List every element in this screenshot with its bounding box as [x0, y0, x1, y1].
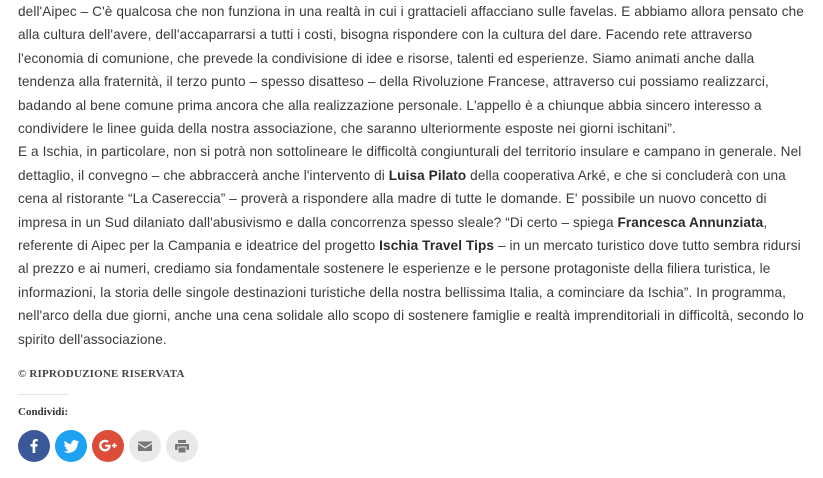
person-name-francesca-annunziata: Francesca Annunziata — [617, 214, 764, 230]
facebook-icon — [26, 438, 42, 454]
copyright-notice: © RIPRODUZIONE RISERVATA — [18, 368, 185, 381]
person-name-luisa-pilato: Luisa Pilato — [388, 167, 467, 183]
share-google-plus-button[interactable] — [92, 430, 124, 462]
share-divider — [18, 394, 68, 395]
share-buttons — [18, 430, 808, 462]
article-paragraph — [18, 140, 808, 351]
email-icon — [138, 440, 152, 452]
share-print-button[interactable] — [166, 430, 198, 462]
share-facebook-button[interactable] — [18, 430, 50, 462]
share-twitter-button[interactable] — [55, 430, 87, 462]
paragraph-text: , referente di Aipec per la Campania e ideatrice del progetto — [18, 214, 768, 254]
share-title: Condividi: — [18, 406, 69, 419]
paragraph-text: – in un mercato turistico dove tutto sembra ridursi al prezzo e ai numeri, crediamo sia fondamentale sostenere le esperienze e le persone protagoniste della filiera turistica, le informazioni, la storia delle singole destinazioni turistiche della nostra bellissima Italia, a cominciare da Ischia”. In programma, nell'arco della due giorni, anche una cena solidale allo scopo di sostenere famiglie e realtà imprenditoriali in difficoltà, secondo lo spirito dell'associazione. — [18, 238, 804, 347]
paragraph-text: della cooperativa Arké, e che si concluderà con una cena al ristorante “La Casereccia” – proverà a rispondere alla madre di tutte le domande. E' possibile un nuovo concetto di impresa in un Sud dilaniato dall'abusivismo e dalla concorrenza spesso sleale? “Di certo – spiega — [18, 167, 786, 230]
twitter-icon — [63, 438, 80, 455]
project-name-ischia-travel-tips: Ischia Travel Tips — [379, 238, 495, 254]
paragraph-text: dell'Aipec – C'è qualcosa che non funziona in una realtà in cui i grattacieli affacciano sulle favelas. E abbiamo allora pensato che alla cultura dell'avere, dell'accaparrarsi a tutti i costi, bisogna rispondere con la cultura del dare. Facendo rete attraverso l'economia di comunione, che prevede la condivisione di idee e risorse, talenti ed esperienze. Siamo animati anche dalla tendenza alla fraternità, il terzo punto – spesso disatteso – della Rivoluzione Francese, attraverso cui possiamo realizzarci, badando al bene comune prima ancora che alla realizzazione personale. L'appello è a chiunque abbia sincero interesso a condividere le linee guida della nostra associazione, che saranno ulteriormente esposte nei giorni ischitani”. — [18, 4, 804, 137]
print-icon — [175, 440, 189, 453]
paragraph-text: E a Ischia, in particolare, non si potrà non sottolineare le difficoltà congiunturali del territorio insulare e campano in generale. Nel dettaglio, il convegno – che abbraccerà anche l'intervento di — [18, 144, 802, 183]
article-body — [18, 0, 808, 462]
article-paragraph — [18, 0, 808, 140]
share-email-button[interactable] — [129, 430, 161, 462]
google-plus-icon — [99, 439, 117, 453]
